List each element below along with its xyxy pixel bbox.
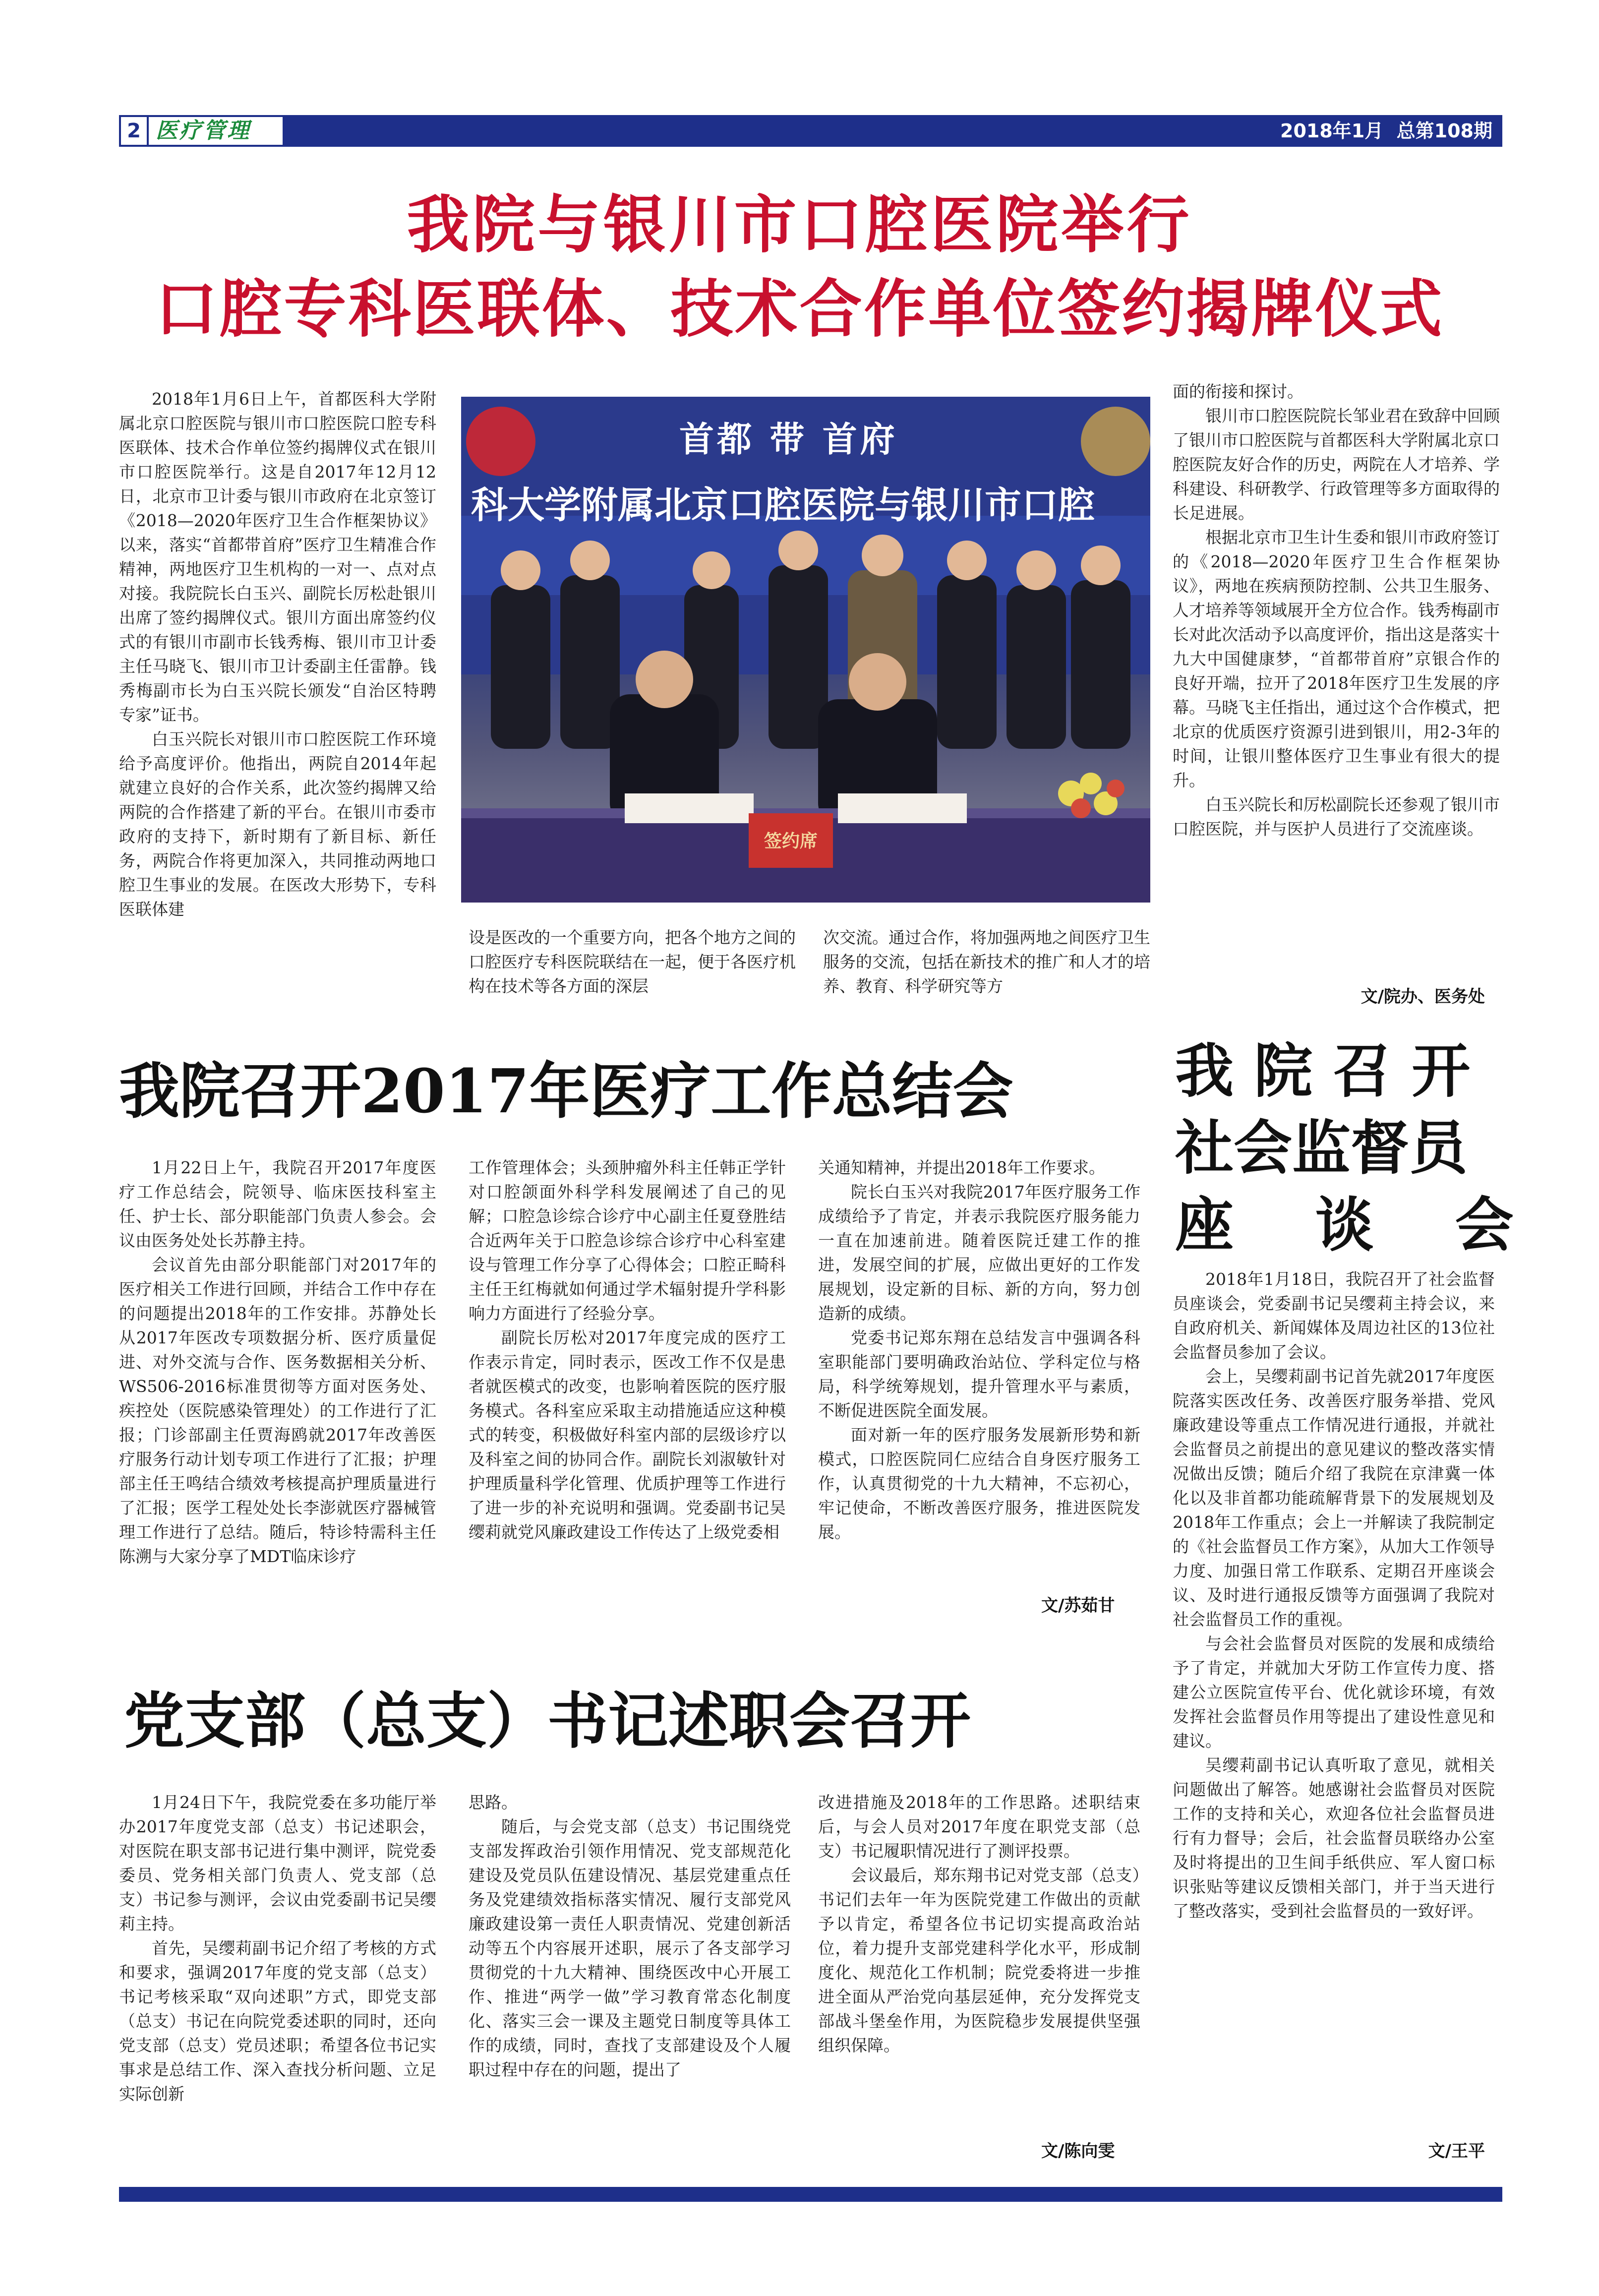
paragraph: 设是医改的一个重要方向，把各个地方之间的口腔医疗专科医院联结在一起，便于各医疗机构在技术等各方面的深层	[469, 928, 796, 996]
paragraph: 改进措施及2018年的工作思路。述职结束后，与会人员对2017年度在职党支部（总支）书记履职情况进行了测评投票。	[818, 1793, 1140, 1861]
article1-col4	[1173, 379, 1500, 841]
paragraph: 根据北京市卫生计生委和银川市政府签订的《2018—2020年医疗卫生合作框架协议》，两地在疾病预防控制、公共卫生服务、人才培养等领域展开全方位合作。钱秀梅副市长对此次活动予以高度评价，指出这是落实十九大中国健康梦，“首都带首府”京银合作的良好开端，拉开了2018年医疗卫生发展的序幕。马晓飞主任指出，通过这个合作模式，把北京的优质医疗资源引进到银川，用2-3年的时间，让银川整体医疗卫生事业有很大的提升。	[1173, 528, 1500, 790]
article2-title: 我院召开2017年医疗工作总结会	[119, 1055, 1013, 1127]
page-number-box	[119, 115, 149, 147]
paragraph: 党委书记郑东翔在总结发言中强调各科室职能部门要明确政治站位、学科定位与格局，科学统筹规划，提升管理水平与素质，不断促进医院全面发展。	[818, 1328, 1140, 1420]
article4-col3	[818, 1790, 1140, 2057]
article1-col3	[823, 925, 1150, 998]
paragraph: 1月24日下午，我院党委在多功能厅举办2017年度党支部（总支）书记述职会，对医院在职支部书记进行集中测评，院党委委员、党务相关部门负责人、党支部（总支）书记参与测评，会议由党委副书记吴缨莉主持。	[119, 1793, 436, 1933]
paragraph: 首先，吴缨莉副书记介绍了考核的方式和要求，强调2017年度的党支部（总支）书记考核采取“双向述职”方式，即党支部（总支）书记在向院党委述职的同时，还向党支部（总支）党员述职；希望各位书记实事求是总结工作、深入查找分析问题、立足实际创新	[119, 1938, 436, 2104]
article1-author: 文/院办、医务处	[1361, 987, 1485, 1007]
article3-author: 文/王平	[1428, 2141, 1485, 2161]
article4-title: 党支部（总支）书记述职会召开	[124, 1685, 971, 1756]
paragraph: 白玉兴院长对银川市口腔医院工作环境给予高度评价。他指出，两院自2014年起就建立良好的合作关系，此次签约揭牌又给两院的合作搭建了新的平台。在银川市委市政府的支持下，新时期有了新目标、新任务，两院合作将更加深入，共同推动两地口腔卫生事业的发展。在医改大形势下，专科医联体建	[119, 729, 436, 919]
paragraph: 随后，与会党支部（总支）书记围绕党支部发挥政治引领作用情况、党支部规范化建设及党员队伍建设情况、基层党建重点任务及党建绩效指标落实情况、履行支部党风廉政建设第一责任人职责情况、党建创新活动等五个内容展开述职，展示了各支部学习贯彻党的十九大精神、围绕医改中心开展工作、推进“两学一做”学习教育常态化制度化、落实三会一课及主题党日制度等具体工作的成绩，同时，查找了支部建设及个人履职过程中存在的问题，提出了	[469, 1817, 791, 2079]
paragraph: 思路。	[469, 1793, 518, 1812]
article1-title-line2: 口腔专科医联体、技术合作单位签约揭牌仪式	[155, 272, 1444, 346]
paragraph: 会上，吴缨莉副书记首先就2017年度医院落实医改任务、改善医疗服务举措、党风廉政建设等重点工作情况进行通报，并就社会监督员之前提出的意见建议的整改落实情况做出反馈；随后介绍了我院在京津冀一体化以及非首都功能疏解背景下的发展规划及2018年工作重点；会上一并解读了我院制定的《社会监督员工作方案》，从加大工作领导力度、加强日常工作联系、定期召开座谈会议、及时进行通报反馈等方面强调了我院对社会监督员工作的重视。	[1173, 1367, 1495, 1629]
page-number: 2	[127, 120, 141, 142]
paragraph: 副院长厉松对2017年度完成的医疗工作表示肯定，同时表示，医改工作不仅是患者就医模式的改变，也影响着医院的医疗服务模式。各科室应采取主动措施适应这种模式的转变，积极做好科室内部的层级诊疗以及科室之间的协同合作。副院长刘淑敏针对护理质量科学化管理、优质护理等工作进行了进一步的补充说明和强调。党委副书记吴缨莉就党风廉政建设工作传达了上级党委相	[469, 1328, 786, 1542]
paragraph: 工作管理体会；头颈肿瘤外科主任韩正学针对口腔颌面外科学科发展阐述了自己的见解；口腔急诊综合诊疗中心副主任夏登胜结合近两年关于口腔急诊综合诊疗中心科室建设与管理工作分享了心得体会；口腔正畸科主任王红梅就如何通过学术辐射提升学科影响力方面进行了经验分享。	[469, 1158, 786, 1323]
photo-banner-text: 首都 带 首府	[679, 419, 898, 460]
paragraph: 与会社会监督员对医院的发展和成绩给予了肯定，并就加大牙防工作宣传力度、搭建公立医院宣传平台、优化就诊环境，有效发挥社会监督员作用等提出了建设性意见和建议。	[1173, 1634, 1495, 1751]
photo-sign-placard-text: 签约席	[764, 831, 818, 851]
paragraph: 吴缨莉副书记认真听取了意见，就相关问题做出了解答。她感谢社会监督员对医院工作的支持和关心，欢迎各位社会监督员进行有力督导；会后，社会监督员联络办公室及时将提出的卫生间手纸供应、军人窗口标识张贴等建议反馈相关部门，并于当天进行了整改落实，受到社会监督员的一致好评。	[1173, 1755, 1495, 1921]
paragraph: 2018年1月18日，我院召开了社会监督员座谈会，党委副书记吴缨莉主持会议，来自政府机关、新闻媒体及周边社区的13位社会监督员参加了会议。	[1173, 1269, 1495, 1362]
footer-bar	[119, 2187, 1502, 2202]
article2-col3	[818, 1155, 1140, 1544]
article4-col2	[469, 1790, 791, 2082]
article4-col1	[119, 1790, 436, 2106]
paragraph: 院长白玉兴对我院2017年医疗服务工作成绩给予了肯定，并表示我院医疗服务能力一直在加速前进。随着医院迁建工作的推进，发展空间的扩展，应做出更好的工作发展规划，设定新的目标、新的方向，努力创造新的成绩。	[818, 1182, 1140, 1323]
issue-info: 2018年1月 总第108期	[1280, 120, 1492, 142]
article2-col2	[469, 1155, 786, 1544]
article3-title-line3: 座 谈 会	[1175, 1190, 1514, 1259]
logo-right-emblem	[1081, 407, 1150, 476]
paragraph: 关通知精神，并提出2018年工作要求。	[818, 1158, 1105, 1177]
paragraph: 会议最后，郑东翔书记对党支部（总支）书记们去年一年为医院党建工作做出的贡献予以肯定，希望各位书记切实提高政治站位，着力提升支部党建科学化水平，形成制度化、规范化工作机制；院党委将进一步推进全面从严治党向基层延伸，充分发挥党支部战斗堡垒作用，为医院稳步发展提供坚强组织保障。	[818, 1866, 1140, 2055]
paragraph: 次交流。通过合作，将加强两地之间医疗卫生服务的交流，包括在新技术的推广和人才的培养、教育、科学研究等方	[823, 928, 1150, 996]
paragraph: 面对新一年的医疗服务发展新形势和新模式，口腔医院同仁应结合自身医疗服务工作，认真贯彻党的十九大精神，不忘初心，牢记使命，不断改善医疗服务，推进医院发展。	[818, 1425, 1140, 1542]
article2-col1	[119, 1155, 436, 1569]
paragraph: 2018年1月6日上午，首都医科大学附属北京口腔医院与银川市口腔医院口腔专科医联体、技术合作单位签约揭牌仪式在银川市口腔医院举行。这是自2017年12月12日，北京市卫计委与银川市政府在北京签订《2018—2020年医疗卫生合作框架协议》以来，落实“首都带首府”医疗卫生精准合作精神，两地医疗卫生机构的一对一、点对点对接。我院院长白玉兴、副院长厉松赴银川出席了签约揭牌仪式。银川方面出席签约仪式的有银川市副市长钱秀梅、银川市卫计委主任马晓飞、银川市卫计委副主任雷静。钱秀梅副市长为白玉兴院长颁发“自治区特聘专家”证书。	[119, 389, 436, 725]
photo-banner-text-2: 科大学附属北京口腔医院与银川市口腔	[471, 484, 1095, 527]
logo-left-emblem	[466, 407, 535, 476]
article3-title-line1: 我 院 召 开	[1175, 1036, 1471, 1105]
signing-photo	[461, 397, 1150, 903]
photo-illustration	[461, 397, 1150, 903]
paragraph: 1月22日上午，我院召开2017年度医疗工作总结会，院领导、临床医技科室主任、护士长、部分职能部门负责人参会。会议由医务处处长苏静主持。	[119, 1158, 436, 1250]
paragraph: 面的衔接和探讨。	[1173, 382, 1303, 401]
paragraph: 银川市口腔医院院长邹业君在致辞中回顾了银川市口腔医院与首都医科大学附属北京口腔医院友好合作的历史，两院在人才培养、学科建设、科研教学、行政管理等多方面取得的长足进展。	[1173, 406, 1500, 523]
article3-title-line2: 社会监督员	[1175, 1113, 1468, 1182]
paragraph: 会议首先由部分职能部门对2017年的医疗相关工作进行回顾，并结合工作中存在的问题提出2018年的工作安排。苏静处长从2017年医改专项数据分析、医疗质量促进、对外交流与合作、医务数据相关分析、WS506-2016标准贯彻等方面对医务处、疾控处（医院感染管理处）的工作进行了汇报；门诊部副主任贾海鸥就2017年改善医疗服务行动计划专项工作进行了汇报；护理部主任王鸣结合绩效考核提高护理质量进行了汇报；医学工程处处长李澎就医疗器械管理工作进行了总结。随后，特诊特需科主任陈溯与大家分享了MDT临床诊疗	[119, 1255, 436, 1566]
article1-col2	[469, 925, 796, 998]
article3-body	[1173, 1267, 1495, 1923]
paragraph: 白玉兴院长和厉松副院长还参观了银川市口腔医院，并与医护人员进行了交流座谈。	[1173, 795, 1500, 839]
article1-col1	[119, 387, 436, 921]
section-label: 医疗管理	[156, 118, 251, 143]
article1-title-line1: 我院与银川市口腔医院举行	[407, 188, 1192, 261]
article2-author: 文/苏茹甘	[1041, 1596, 1115, 1616]
section-label-box	[149, 115, 283, 147]
article4-author: 文/陈向雯	[1041, 2141, 1115, 2161]
